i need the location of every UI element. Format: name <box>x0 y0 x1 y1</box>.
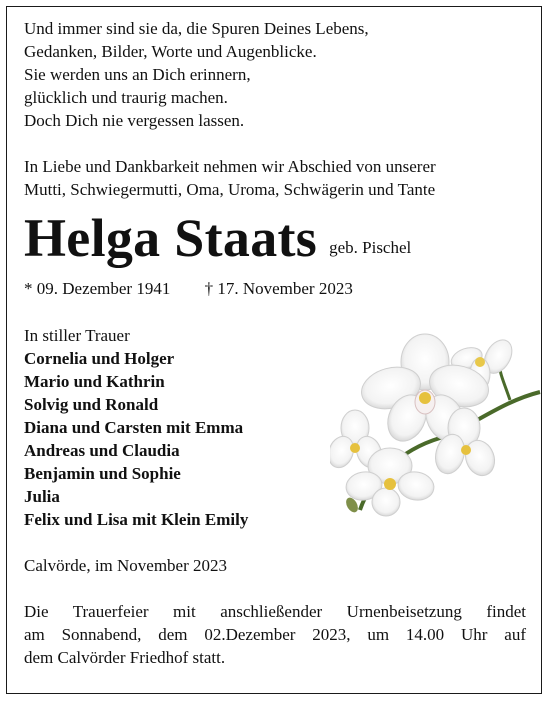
notice-line: Die Trauerfeier mit anschließender Urnenbeisetzung findet <box>24 602 526 621</box>
mourner-name: Benjamin und Sophie <box>24 464 181 483</box>
mourners-heading: In stiller Trauer <box>24 326 130 345</box>
mourner-name: Cornelia und Holger <box>24 349 175 368</box>
mourner-name: Andreas und Claudia <box>24 441 180 460</box>
poem-line: glücklich und traurig machen. <box>24 88 228 107</box>
intro-line: Mutti, Schwiegermutti, Oma, Uroma, Schwägerin und Tante <box>24 180 436 199</box>
place-date: Calvörde, im November 2023 <box>24 556 228 575</box>
notice-line: dem Calvörder Friedhof statt. <box>24 648 226 667</box>
intro-line: In Liebe und Dankbarkeit nehmen wir Abschied von unserer <box>24 157 436 176</box>
maiden-name: geb. Pischel <box>329 238 412 257</box>
birth-date: * 09. Dezember 1941 <box>24 279 171 298</box>
funeral-notice <box>24 600 526 669</box>
poem-line: Gedanken, Bilder, Worte und Augenblicke. <box>24 42 317 61</box>
deceased-name: Helga Staats <box>24 208 318 268</box>
poem-line: Doch Dich nie vergessen lassen. <box>24 111 245 130</box>
mourner-name: Julia <box>24 487 60 506</box>
farewell-intro <box>24 155 530 201</box>
poem-block <box>24 17 530 132</box>
death-date: † 17. November 2023 <box>204 279 353 298</box>
orchid-branch-icon <box>330 330 548 520</box>
mourner-name: Solvig und Ronald <box>24 395 159 414</box>
mourner-name: Diana und Carsten mit Emma <box>24 418 244 437</box>
deceased-name-row <box>24 210 530 266</box>
notice-line: am Sonnabend, dem 02.Dezember 2023, um 14.00 Uhr auf <box>24 625 526 644</box>
poem-line: Sie werden uns an Dich erinnern, <box>24 65 251 84</box>
poem-line: Und immer sind sie da, die Spuren Deines Lebens, <box>24 19 369 38</box>
mourner-name: Felix und Lisa mit Klein Emily <box>24 510 249 529</box>
mourner-name: Mario und Kathrin <box>24 372 165 391</box>
life-dates <box>24 277 530 300</box>
